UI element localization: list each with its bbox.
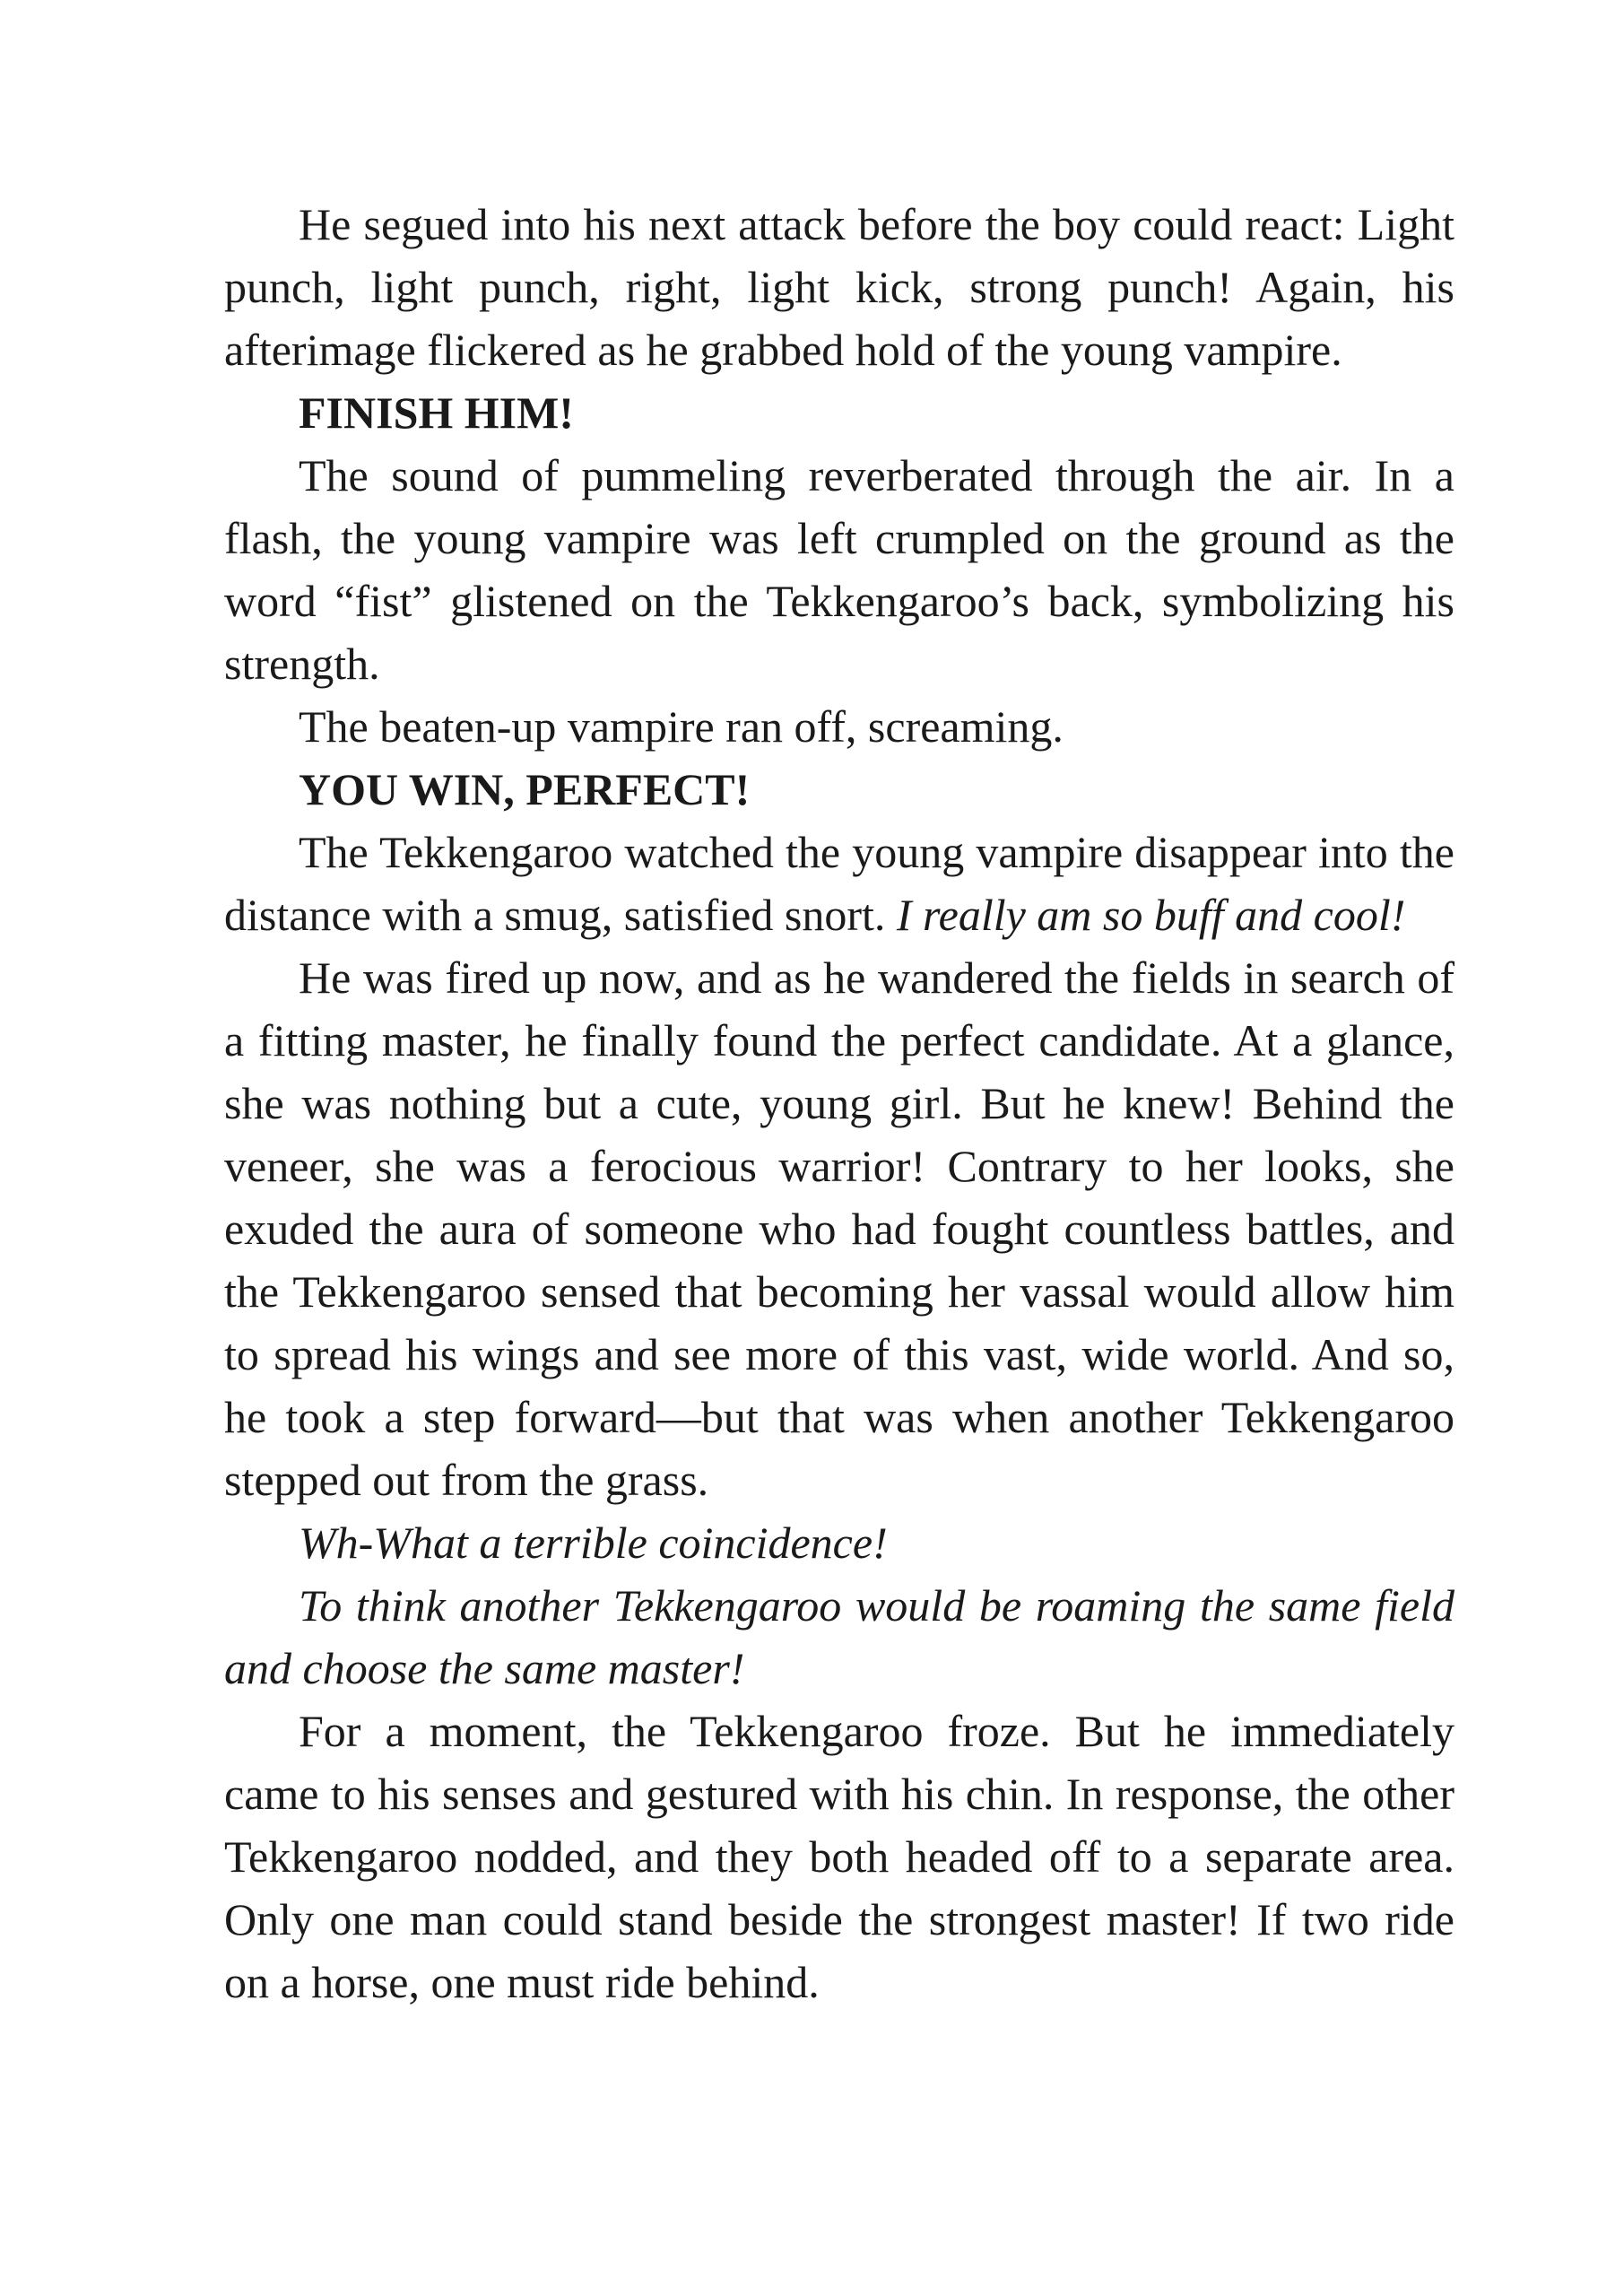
paragraph-4: The beaten-up vampire ran off, screaming. [299,701,1064,752]
paragraph-2-announcer: FINISH HIM! [299,387,574,438]
paragraph-7: He was fired up now, and as he wandered the fields in search of a fitting master, he finally found the perfect candidate. At a glance, she was nothing but a cute, young girl. But he knew! Behind the veneer, she was a ferocious warrior! Contrary to her looks, she exuded the aura of someone who had fought countless battles, and the Tekkengaroo sensed that becoming her vassal would allow him to spread his wings and see more of this vast, wide world. And so, he took a step forward—but that was when another Tekkengaroo stepped out from the grass. [224,952,1454,1505]
paragraph-10: For a moment, the Tekkengaroo froze. But he immediately came to his senses and gestured with his chin. In response, the other Tekkengaroo nodded, and they both headed off to a separate area. Only one man could stand beside the strongest master! If two ride on a horse, one must ride behind. [224,1706,1454,2007]
paragraph-1: He segued into his next attack before the boy could react: Light punch, light punch, right, light kick, strong punch! Again, his afterimage flickered as he grabbed hold of the young vampire. [224,199,1454,375]
paragraph-9-thought: To think another Tekkengaroo would be roaming the same field and choose the same master! [224,1580,1454,1693]
paragraph-6 [224,821,1454,946]
paragraph-6-thought: I really am so buff and cool! [896,890,1406,940]
paragraph-5-announcer: YOU WIN, PERFECT! [299,764,751,814]
paragraph-3: The sound of pummeling reverberated through the air. In a flash, the young vampire was left crumpled on the ground as the word “fist” glistened on the Tekkengaroo’s back, symbolizing his strength. [224,450,1454,689]
paragraph-8-thought: Wh-What a terrible coincidence! [299,1518,888,1568]
paragraph-6-plain: The Tekkengaroo watched the young vampire disappear into the distance with a smug, satisfied snort. [224,827,1454,940]
page-body-text [224,193,1454,2013]
